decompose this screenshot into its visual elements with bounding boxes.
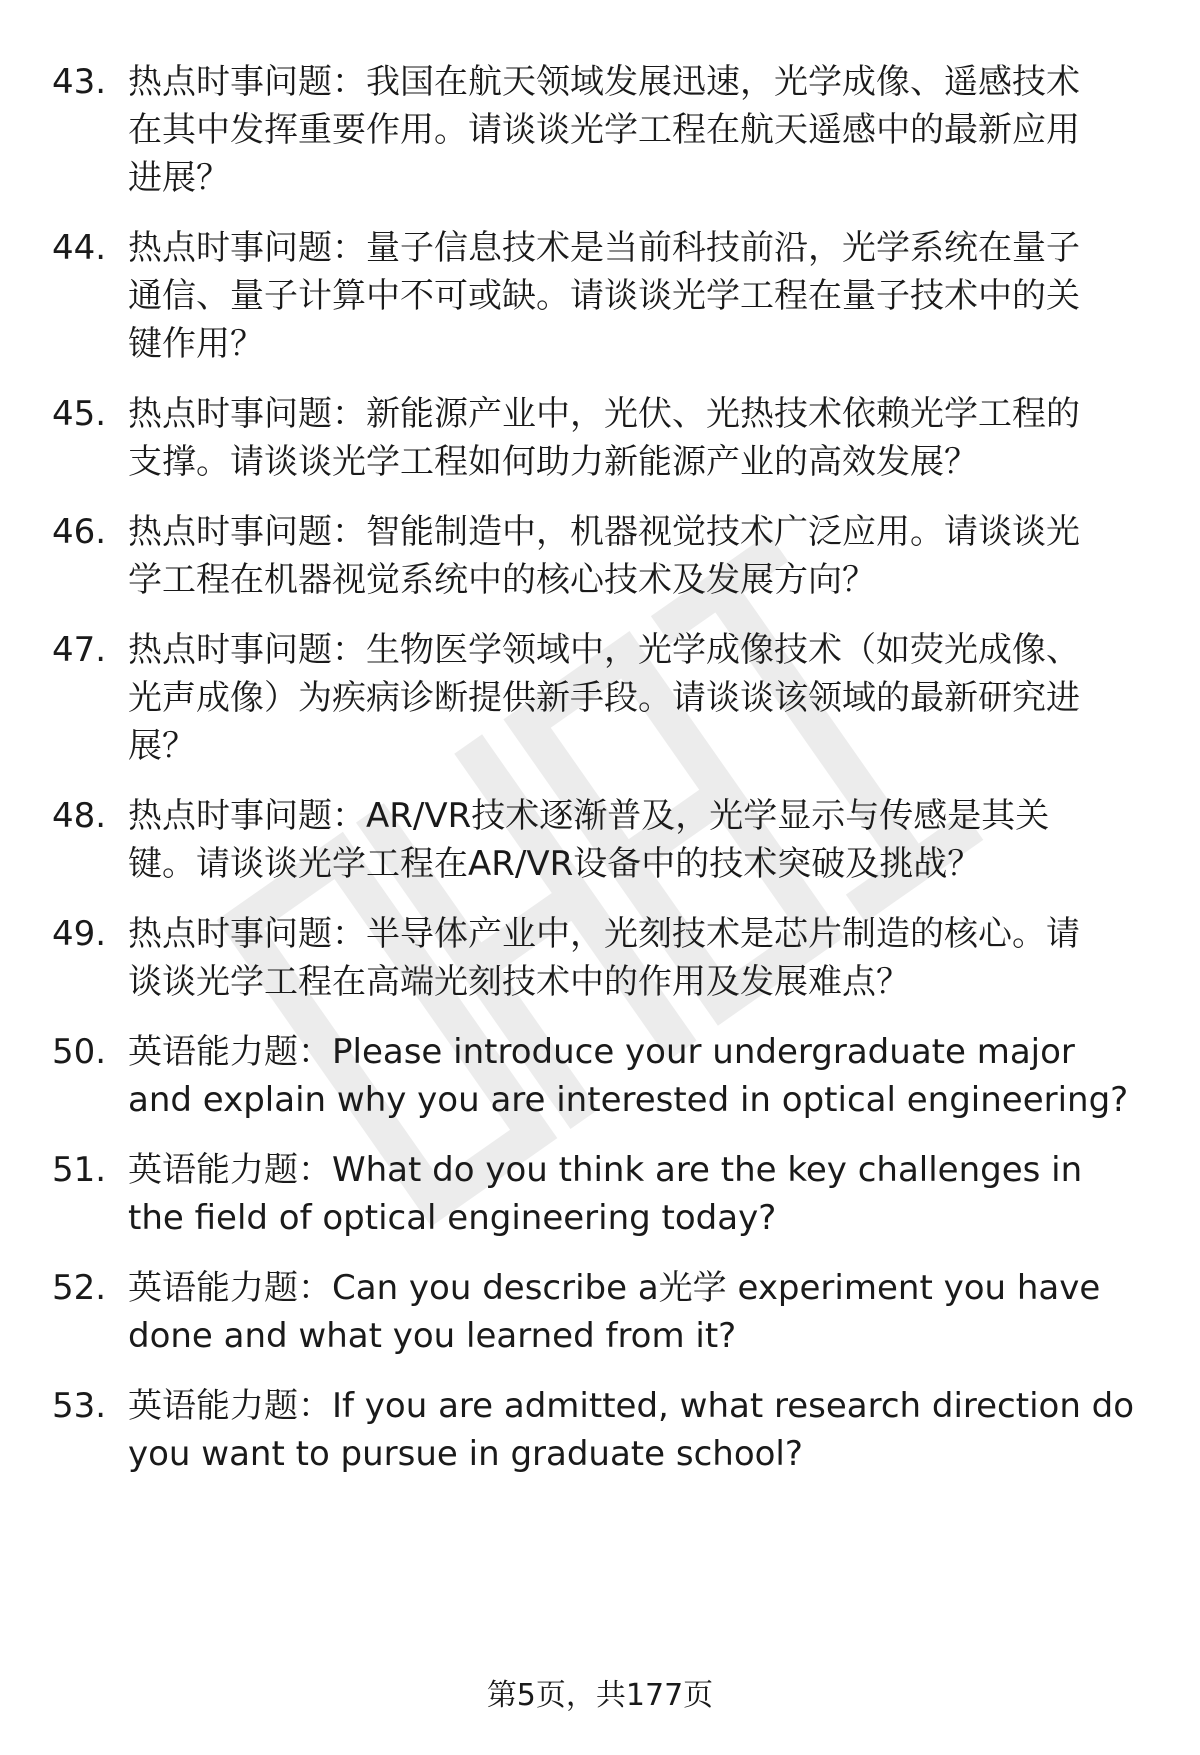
question-text: 热点时事问题：量子信息技术是当前科技前沿，光学系统在量子 通信、量子计算中不可或缺。请谈谈光学工程在量子技术中的关 键作用？ — [128, 228, 1080, 364]
question-item — [52, 626, 1152, 770]
question-text: 英语能力题：Can you describe a光学 experiment you have done and what you learned from it? — [128, 1268, 1101, 1356]
question-item — [52, 1028, 1152, 1124]
question-item — [52, 1264, 1152, 1360]
question-text: 英语能力题：Please introduce your undergraduate major and explain why you are interested in optical engineering? — [128, 1032, 1129, 1120]
question-text: 热点时事问题：新能源产业中，光伏、光热技术依赖光学工程的 支撑。请谈谈光学工程如何助力新能源产业的高效发展？ — [128, 394, 1080, 482]
question-number: 46. — [52, 512, 107, 552]
question-item — [52, 910, 1152, 1006]
question-item — [52, 1146, 1152, 1242]
question-number: 53. — [52, 1386, 107, 1426]
question-text: 热点时事问题：我国在航天领域发展迅速，光学成像、遥感技术 在其中发挥重要作用。请谈谈光学工程在航天遥感中的最新应用 进展？ — [128, 62, 1080, 198]
question-number: 48. — [52, 796, 107, 836]
page-indicator: 第5页，共177页 — [486, 1678, 714, 1713]
question-number: 49. — [52, 914, 107, 954]
question-number: 51. — [52, 1150, 107, 1190]
question-number: 44. — [52, 228, 107, 268]
question-item — [52, 792, 1152, 888]
question-number: 50. — [52, 1032, 107, 1072]
question-number: 43. — [52, 62, 107, 102]
question-item — [52, 508, 1152, 604]
question-text: 热点时事问题：AR/VR技术逐渐普及，光学显示与传感是其关 键。请谈谈光学工程在AR/VR设备中的技术突破及挑战？ — [128, 796, 1050, 884]
question-list — [52, 58, 1152, 1478]
question-number: 45. — [52, 394, 107, 434]
question-text: 热点时事问题：半导体产业中，光刻技术是芯片制造的核心。请 谈谈光学工程在高端光刻技术中的作用及发展难点？ — [128, 914, 1080, 1002]
question-item — [52, 224, 1152, 368]
question-text: 热点时事问题：生物医学领域中，光学成像技术（如荧光成像、 光声成像）为疾病诊断提供新手段。请谈谈该领域的最新研究进 展？ — [128, 630, 1080, 766]
question-text: 热点时事问题：智能制造中，机器视觉技术广泛应用。请谈谈光 学工程在机器视觉系统中的核心技术及发展方向？ — [128, 512, 1080, 600]
question-item — [52, 58, 1152, 202]
question-number: 52. — [52, 1268, 107, 1308]
question-item — [52, 390, 1152, 486]
page-footer — [0, 1676, 1200, 1716]
question-item — [52, 1382, 1152, 1478]
question-text: 英语能力题：What do you think are the key challenges in the field of optical engineering today? — [128, 1150, 1083, 1238]
question-number: 47. — [52, 630, 107, 670]
question-text: 英语能力题：If you are admitted, what research direction do you want to pursue in graduate school? — [128, 1386, 1135, 1474]
